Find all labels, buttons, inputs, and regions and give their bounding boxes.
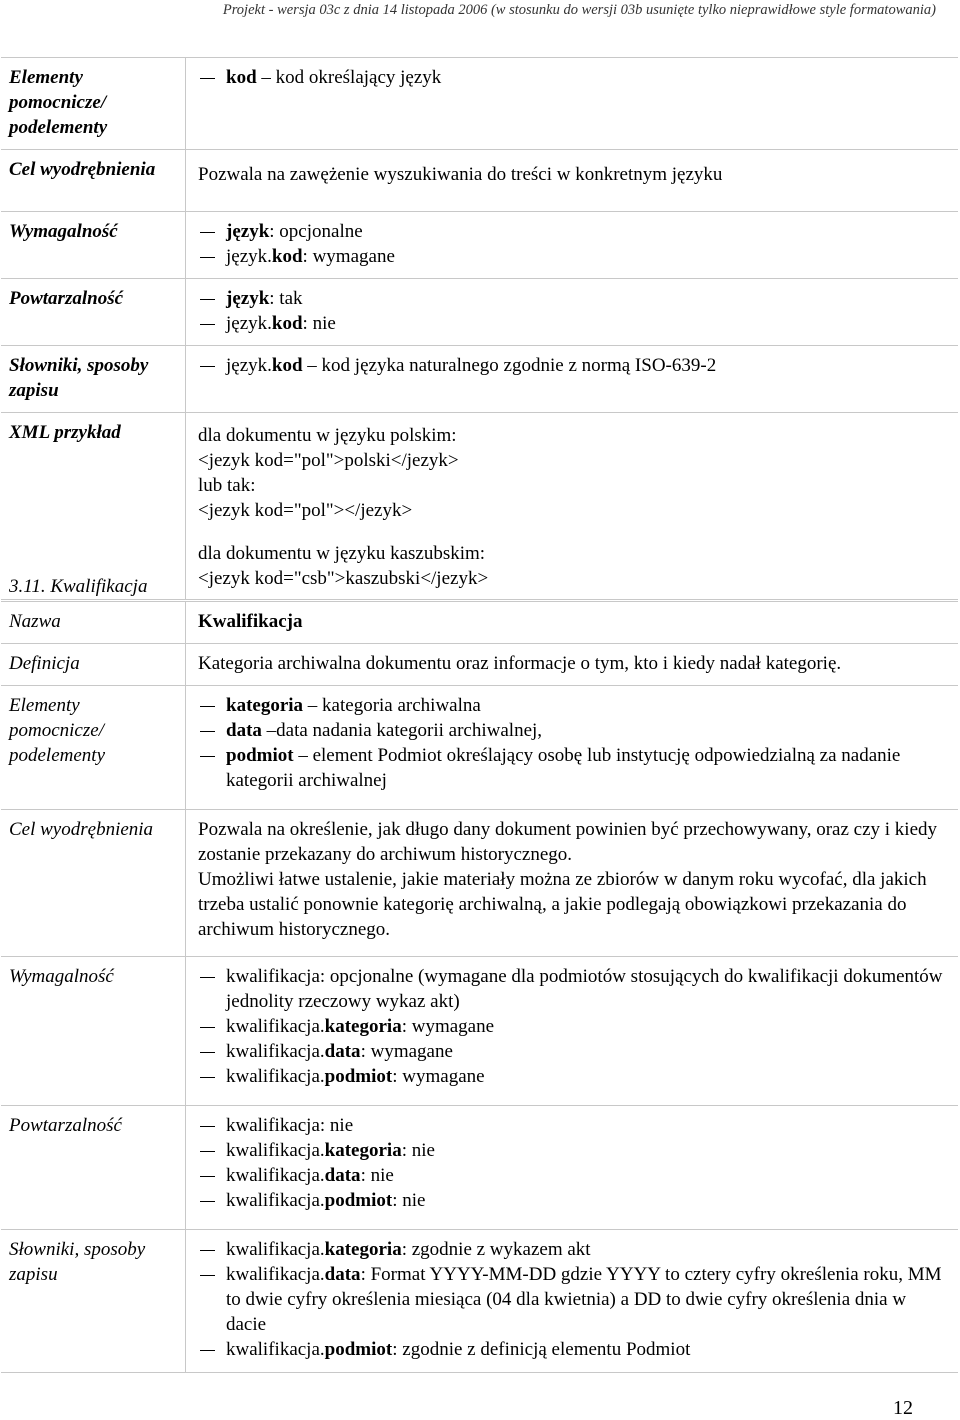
- list-item: kwalifikacja.data: wymagane: [198, 1039, 950, 1064]
- list-item: data –data nadania kategorii archiwalnej,: [198, 718, 950, 743]
- row-xml: [1, 413, 958, 600]
- list-item: kwalifikacja.podmiot: wymagane: [198, 1064, 950, 1089]
- row-slowniki: [1, 1230, 958, 1373]
- row-powtarzalnosc: [1, 279, 958, 346]
- row-slowniki: [1, 346, 958, 413]
- label-elementy: Elementy pomocnicze/ podelementy: [1, 686, 186, 810]
- element-table-kwalifikacja: [1, 601, 958, 1373]
- list-item: kwalifikacja.kategoria: zgodnie z wykazem akt: [198, 1237, 950, 1262]
- label-wymagalnosc: Wymagalność: [1, 212, 186, 279]
- paragraph: Pozwala na określenie, jak długo dany dokument powinien być przechowywany, oraz czy i kiedy zostanie przekazany do archiwum historycznego.: [198, 819, 938, 865]
- list-item: język: opcjonalne: [198, 219, 950, 244]
- label-nazwa: Nazwa: [1, 602, 186, 644]
- list-item: kwalifikacja.podmiot: zgodnie z definicją elementu Podmiot: [198, 1337, 950, 1362]
- list-item: kod – kod określający język: [198, 65, 950, 90]
- list-item: język.kod – kod języka naturalnego zgodnie z normą ISO-639-2: [198, 353, 950, 378]
- row-wymagalnosc: [1, 212, 958, 279]
- list-item: kwalifikacja.kategoria: wymagane: [198, 1014, 950, 1039]
- label-wymagalnosc: Wymagalność: [1, 957, 186, 1106]
- row-cel: [1, 150, 958, 212]
- label-cel: Cel wyodrębnienia: [1, 150, 186, 212]
- list-item: język: tak: [198, 286, 950, 311]
- list-item: język.kod: wymagane: [198, 244, 950, 269]
- element-table-jezyk: [1, 57, 958, 600]
- list-item: kwalifikacja.kategoria: nie: [198, 1138, 950, 1163]
- label-xml: XML przykład: [1, 413, 186, 600]
- row-definicja: [1, 644, 958, 686]
- page-number: 12: [893, 1397, 913, 1419]
- list-elementy: [198, 65, 950, 90]
- row-powtarzalnosc: [1, 1106, 958, 1230]
- paragraph: Umożliwi łatwe ustalenie, jakie materiały można ze zbiorów w danym roku wycofać, dla jakich trzeba ustalić ponownie kategorię archiwalną, a jakie podlegają obowiązkowi przekazania do archiwum historycznego.: [198, 869, 927, 940]
- page-header: Projekt - wersja 03c z dnia 14 listopada 2006 (w stosunku do wersji 03b usunięte tylko nieprawidłowe style formatowania): [222, 2, 936, 18]
- list-item: kwalifikacja.podmiot: nie: [198, 1188, 950, 1213]
- row-cel: [1, 810, 958, 957]
- label-powtarzalnosc: Powtarzalność: [1, 279, 186, 346]
- label-definicja: Definicja: [1, 644, 186, 686]
- xml-example: dla dokumentu w języku polskim: <jezyk kod="pol">polski</jezyk> lub tak: <jezyk kod="pol"></jezyk> dla dokumentu w języku kaszubskim: <jezyk kod="csb">kaszubski</jezyk>: [186, 413, 959, 600]
- value-cel: Pozwala na zawężenie wyszukiwania do treści w konkretnym języku: [186, 150, 959, 212]
- list-item: kwalifikacja: opcjonalne (wymagane dla podmiotów stosujących do kwalifikacji dokumentów jednolity rzeczowy wykaz akt): [198, 964, 950, 1014]
- label-cel: Cel wyodrębnienia: [1, 810, 186, 957]
- label-elementy: Elementy pomocnicze/ podelementy: [1, 58, 186, 150]
- row-wymagalnosc: [1, 957, 958, 1106]
- list-item: podmiot – element Podmiot określający osobę lub instytucję odpowiedzialną za nadanie kategorii archiwalnej: [198, 743, 950, 793]
- list-item: kwalifikacja.data: nie: [198, 1163, 950, 1188]
- row-elementy: [1, 58, 958, 150]
- list-item: język.kod: nie: [198, 311, 950, 336]
- value-nazwa: Kwalifikacja: [186, 602, 959, 644]
- row-elementy: [1, 686, 958, 810]
- label-powtarzalnosc: Powtarzalność: [1, 1106, 186, 1230]
- list-item: kategoria – kategoria archiwalna: [198, 693, 950, 718]
- label-slowniki: Słowniki, sposoby zapisu: [1, 1230, 186, 1373]
- value-definicja: Kategoria archiwalna dokumentu oraz informacje o tym, kto i kiedy nadał kategorię.: [186, 644, 959, 686]
- label-slowniki: Słowniki, sposoby zapisu: [1, 346, 186, 413]
- section-title: 3.11. Kwalifikacja: [9, 576, 148, 597]
- list-item: kwalifikacja.data: Format YYYY-MM-DD gdzie YYYY to cztery cyfry określenia roku, MM to dwie cyfry określenia miesiąca (04 dla kwietnia) a DD to dwie cyfry określenia dnia w dacie: [198, 1262, 950, 1337]
- row-nazwa: [1, 602, 958, 644]
- list-item: kwalifikacja: nie: [198, 1113, 950, 1138]
